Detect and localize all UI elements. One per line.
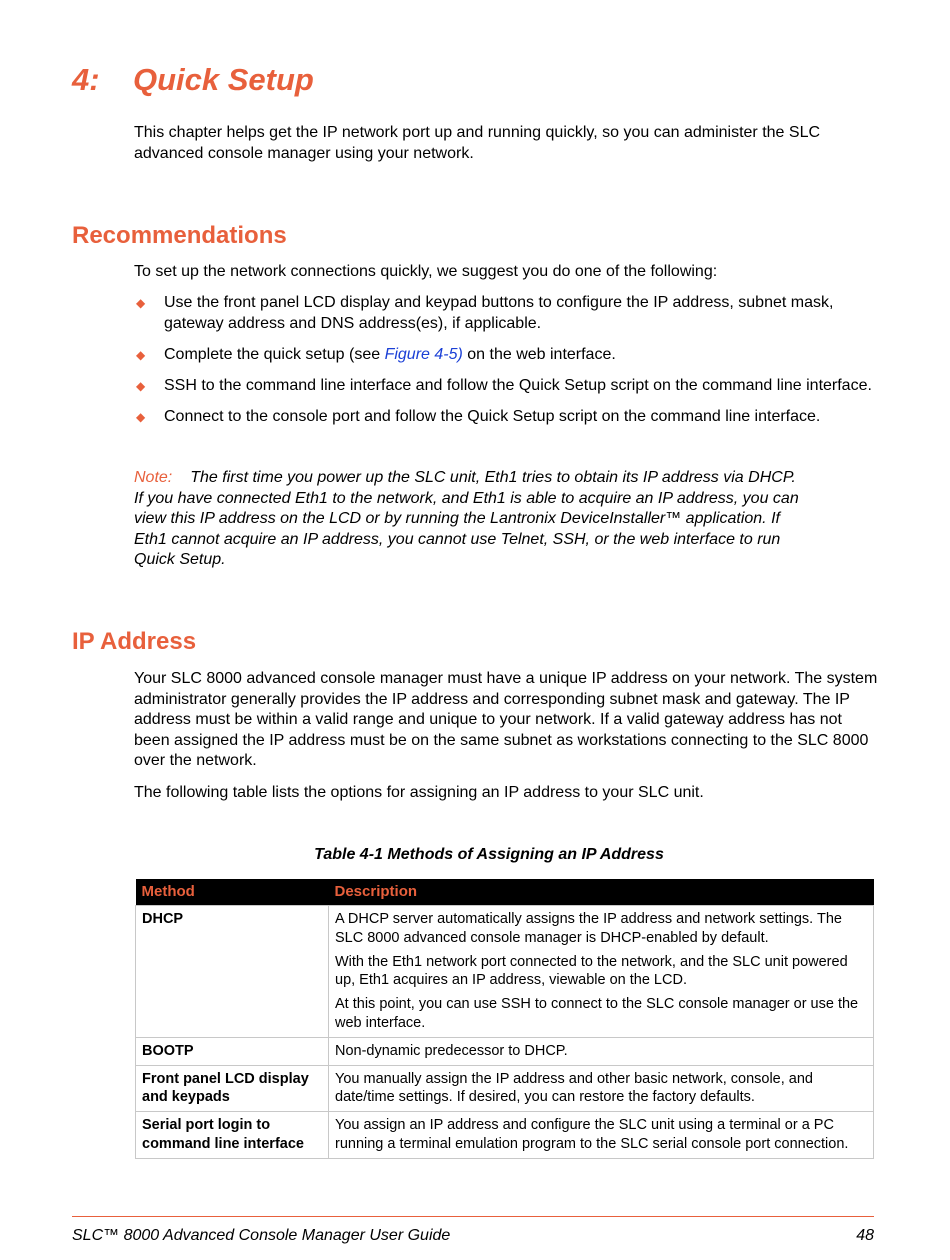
table-row	[136, 1112, 874, 1159]
method-cell: BOOTP	[136, 1037, 329, 1065]
list-item-text: Use the front panel LCD display and keypad buttons to configure the IP address, subnet mask, gateway address and DNS address(es), if applicable.	[164, 294, 834, 332]
list-item	[134, 407, 879, 428]
intro-paragraph: This chapter helps get the IP network port up and running quickly, so you can administer the SLC advanced console manager using your network.	[134, 124, 821, 162]
description-cell	[329, 1065, 874, 1112]
note-block	[134, 468, 804, 571]
page-footer	[72, 1227, 874, 1245]
description-text: Non-dynamic predecessor to DHCP.	[335, 1042, 568, 1059]
recommendations-list	[134, 293, 879, 438]
method-cell: Serial port login to command line interface	[136, 1112, 329, 1159]
diamond-bullet-icon: ◆	[136, 409, 146, 424]
list-item-text: Complete the quick setup (see	[164, 345, 385, 363]
description-text: With the Eth1 network port connected to the network, and the SLC unit powered up, Eth1 acquires an IP address, viewable on the LCD.	[335, 953, 848, 989]
method-cell: DHCP	[136, 906, 329, 1038]
chapter-title-text: Quick Setup	[133, 62, 314, 97]
list-item-text: SSH to the command line interface and follow the Quick Setup script on the command line interface.	[164, 376, 872, 394]
ip-address-table-intro: The following table lists the options for assigning an IP address to your SLC unit.	[134, 784, 704, 801]
description-text: A DHCP server automatically assigns the IP address and network settings. The SLC 8000 advanced console manager is DHCP-enabled by default.	[335, 911, 842, 946]
figure-link[interactable]: Figure 4-5)	[384, 345, 463, 363]
table-row	[136, 906, 874, 1038]
ip-address-heading: IP Address	[72, 628, 197, 655]
list-item	[134, 345, 879, 366]
method-cell: Front panel LCD display and keypads	[136, 1065, 329, 1112]
description-text: At this point, you can use SSH to connect to the SLC console manager or use the web interface.	[335, 996, 859, 1031]
page-number: 48	[856, 1227, 874, 1244]
description-cell	[329, 1112, 874, 1159]
table-header-row	[136, 879, 874, 906]
description-text: You manually assign the IP address and other basic network, console, and date/time settings. If desired, you can restore the factory defaults.	[335, 1070, 813, 1106]
column-header-description: Description	[329, 879, 874, 906]
chapter-title	[72, 62, 314, 98]
diamond-bullet-icon: ◆	[136, 347, 146, 362]
chapter-number: 4:	[72, 62, 100, 97]
table-row	[136, 1037, 874, 1065]
methods-table	[135, 879, 874, 1159]
description-cell	[329, 1037, 874, 1065]
list-item	[134, 293, 879, 334]
note-label: Note:	[134, 469, 173, 486]
list-item-text: on the web interface.	[462, 345, 616, 363]
footer-title: SLC™ 8000 Advanced Console Manager User Guide	[72, 1227, 451, 1244]
ip-address-paragraph: Your SLC 8000 advanced console manager must have a unique IP address on your network. The system administrator generally provides the IP address and corresponding subnet mask and gateway. The IP address must be within a valid range and unique to your network. If a valid gateway address has not been assigned the IP address must be on the same subnet as workstations connecting to the SLC 8000 over the network.	[134, 670, 878, 770]
table-row	[136, 1065, 874, 1112]
description-text: You assign an IP address and configure the SLC unit using a terminal or a PC running a terminal emulation program to the SLC serial console port connection.	[335, 1117, 849, 1152]
diamond-bullet-icon: ◆	[136, 378, 146, 393]
diamond-bullet-icon: ◆	[136, 296, 146, 310]
list-item	[134, 376, 879, 397]
recommendations-heading: Recommendations	[72, 222, 287, 249]
column-header-method: Method	[136, 879, 329, 906]
table-caption: Table 4-1 Methods of Assigning an IP Address	[314, 846, 664, 863]
note-text: The first time you power up the SLC unit, Eth1 tries to obtain its IP address via DHCP. If you have connected Eth1 to the network, and Eth1 is able to acquire an IP address, you can view this IP address on the LCD or by running the Lantronix DeviceInstaller™ application. If Eth1 cannot acquire an IP address, you cannot use Telnet, SSH, or the web interface to run Quick Setup.	[134, 469, 799, 569]
description-cell	[329, 906, 874, 1038]
list-item-text: Connect to the console port and follow the Quick Setup script on the command line interface.	[164, 407, 821, 425]
footer-divider	[72, 1216, 874, 1217]
recommendations-lead: To set up the network connections quickly, we suggest you do one of the following:	[134, 263, 718, 280]
